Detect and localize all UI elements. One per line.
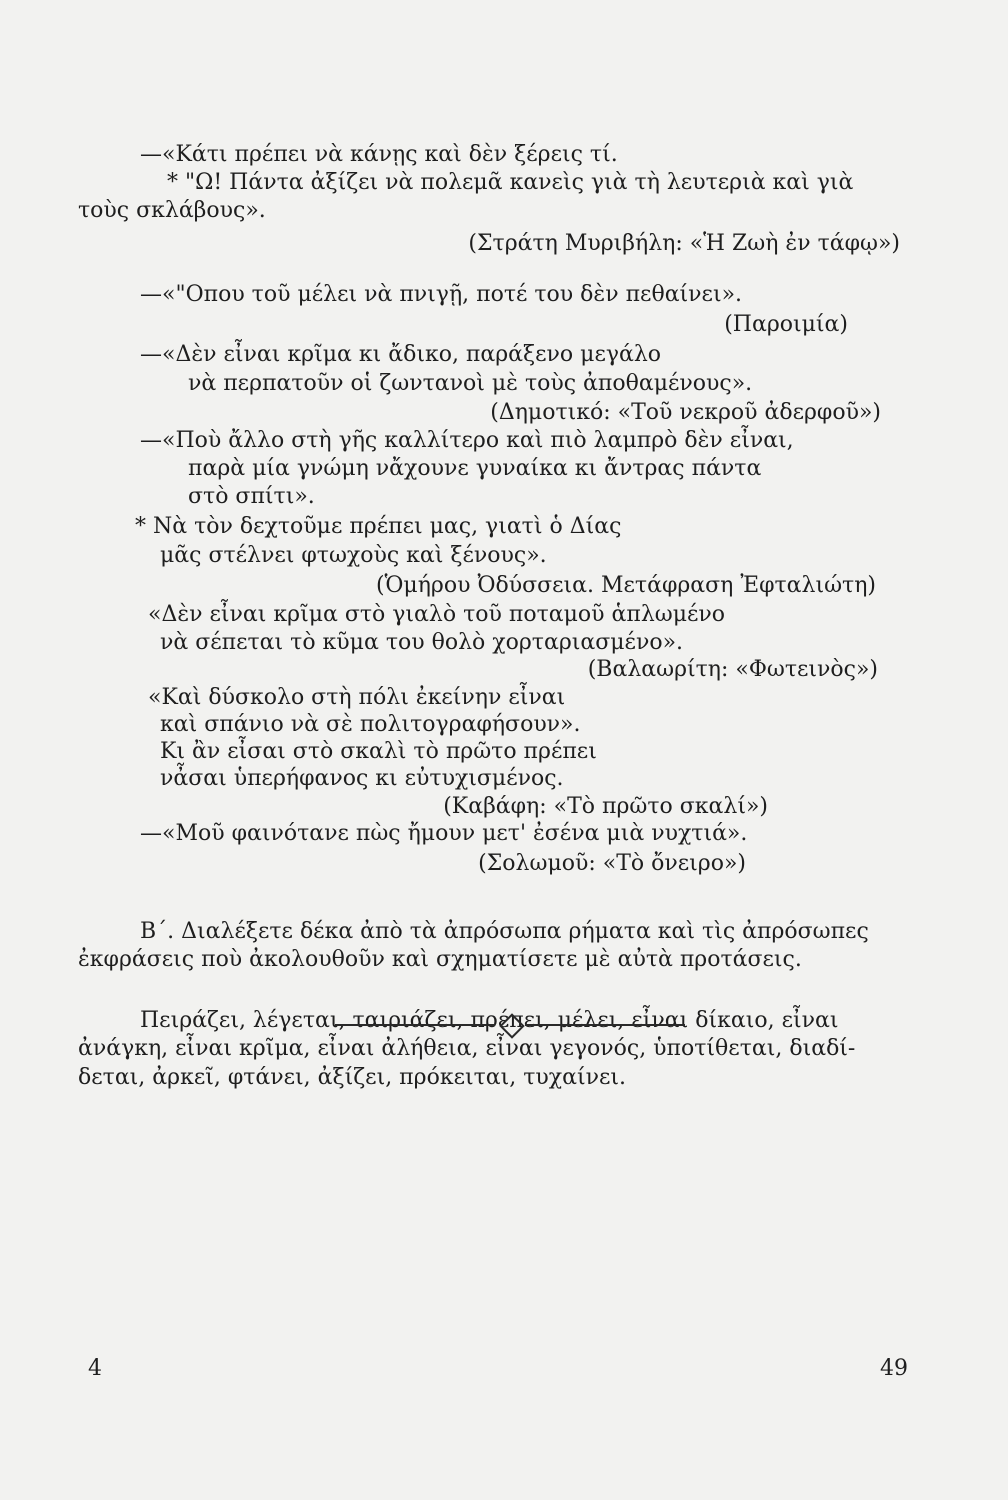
signature-mark: 4 (88, 1356, 102, 1381)
quote-line: Κι ἂν εἶσαι στὸ σκαλὶ τὸ πρῶτο πρέπει (160, 739, 597, 764)
citation: (Καβάφη: «Τὸ πρῶτο σκαλί») (443, 794, 768, 819)
exercise-heading: Β΄. Διαλέξετε δέκα ἀπὸ τὰ ἀπρόσωπα ρήματα καὶ τὶς ἀπρόσωπες (140, 919, 869, 944)
citation: (Παροιμία) (724, 312, 848, 337)
quote-line: * Νὰ τὸν δεχτοῦμε πρέπει μας, γιατὶ ὁ Δίας (135, 514, 622, 539)
divider-ornament (335, 1011, 685, 1041)
quote-line: —«Ποὺ ἄλλο στὴ γῆς καλλίτερο καὶ πιὸ λαμπρὸ δὲν εἶναι, (140, 428, 794, 453)
quote-line: —«Δὲν εἶναι κρῖμα κι ἄδικο, παράξενο μεγάλο (140, 342, 662, 367)
diamond-icon (499, 1013, 524, 1038)
quote-line: —«Κάτι πρέπει νὰ κάνῃς καὶ δὲν ξέρεις τί. (140, 142, 618, 167)
quote-line: νἆσαι ὑπερήφανος κι εὐτυχισμένος. (160, 766, 564, 791)
citation: (Δημοτικό: «Τοῦ νεκροῦ ἀδερφοῦ») (490, 400, 881, 425)
divider-rule-right (525, 1024, 685, 1026)
quote-line: τοὺς σκλάβους». (78, 198, 266, 223)
citation: (Σολωμοῦ: «Τὸ ὄνειρο») (478, 851, 746, 876)
verb-list-line: Πειράζει, λέγεται, ταιριάζει, πρέπει, μέλει, εἶναι δίκαιο, εἶναι (140, 1008, 839, 1033)
quote-line: —«Μοῦ φαινότανε πὼς ἤμουν μετ' ἐσένα μιὰ νυχτιά». (140, 821, 748, 846)
quote-line: καὶ σπάνιο νὰ σὲ πολιτογραφήσουν». (160, 712, 581, 737)
exercise-text: ἐκφράσεις ποὺ ἀκολουθοῦν καὶ σχηματίσετε μὲ αὐτὰ προτάσεις. (78, 947, 802, 972)
quote-line: —«"Οπου τοῦ μέλει νὰ πνιγῇ, ποτέ του δὲν πεθαίνει». (140, 282, 743, 307)
citation: (Βαλαωρίτη: «Φωτεινὸς») (587, 657, 878, 682)
quote-line: νὰ σέπεται τὸ κῦμα του θολὸ χορταριασμένο». (160, 630, 684, 655)
page-number: 49 (880, 1356, 908, 1381)
verb-list-line: δεται, ἀρκεῖ, φτάνει, ἀξίζει, πρόκειται, τυχαίνει. (78, 1065, 626, 1090)
quote-line: «Δὲν εἶναι κρῖμα στὸ γιαλὸ τοῦ ποταμοῦ ἁπλωμένο (148, 602, 726, 627)
verb-list-line: ἀνάγκη, εἶναι κρῖμα, εἶναι ἀλήθεια, εἶναι γεγονός, ὑποτίθεται, διαδί- (78, 1036, 856, 1061)
quote-line: «Καὶ δύσκολο στὴ πόλι ἐκείνην εἶναι (148, 685, 566, 710)
quote-line: στὸ σπίτι». (188, 484, 315, 509)
quote-line: νὰ περπατοῦν οἱ ζωντανοὶ μὲ τοὺς ἀποθαμένους». (188, 371, 753, 396)
quote-line: * "Ω! Πάντα ἀξίζει νὰ πολεμᾶ κανεὶς γιὰ τὴ λευτεριὰ καὶ γιὰ (167, 170, 854, 195)
quote-line: μᾶς στέλνει φτωχοὺς καὶ ξένους». (160, 543, 547, 568)
citation: (Ὁμήρου Ὀδύσσεια. Μετάφραση Ἐφταλιώτη) (375, 573, 876, 598)
divider-rule-left (335, 1024, 495, 1026)
quote-line: παρὰ μία γνώμη νἄχουνε γυναίκα κι ἄντρας πάντα (188, 456, 762, 481)
citation: (Στράτη Μυριβήλη: «Ἡ Ζωὴ ἐν τάφῳ») (468, 231, 900, 256)
